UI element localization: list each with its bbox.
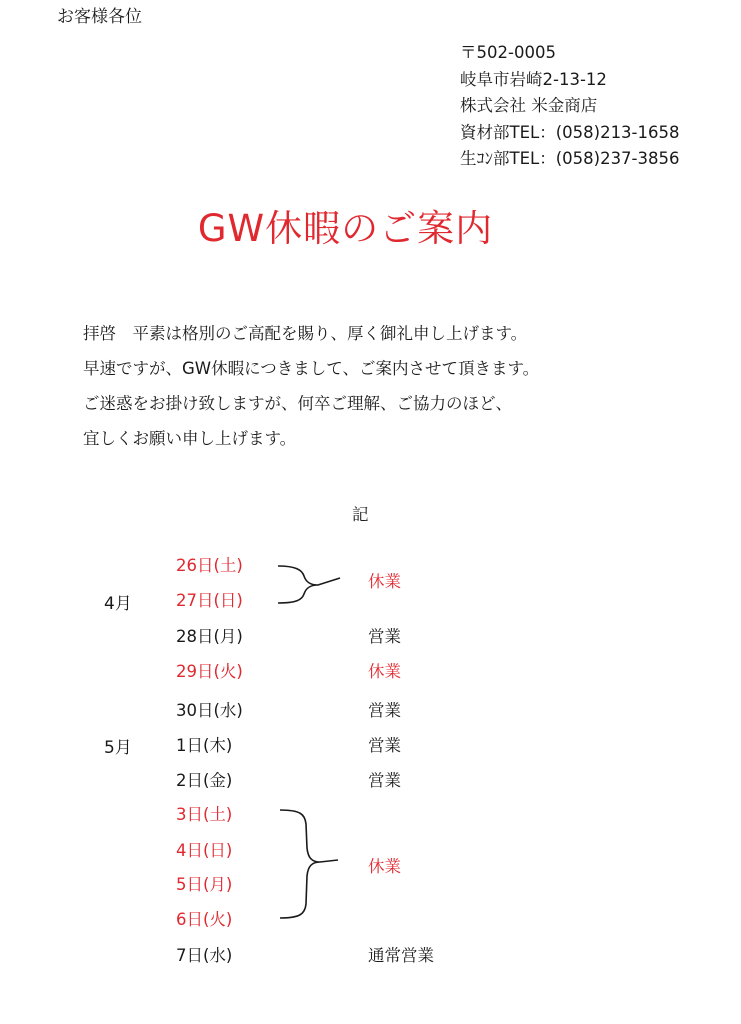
month-label-may: 5月	[104, 738, 132, 758]
sender-dept2-phone: 生ｺﾝ部TEL：(058)237-3856	[460, 149, 680, 168]
schedule-date-3: 29日(火)	[176, 662, 243, 681]
schedule-date-8: 4日(日)	[176, 841, 233, 860]
salutation: お客様各位	[57, 7, 142, 27]
schedule-status-3: 休業	[368, 662, 401, 681]
schedule-date-5: 1日(木)	[176, 736, 233, 755]
schedule-status-6: 営業	[368, 771, 401, 790]
schedule-date-9: 5日(月)	[176, 875, 233, 894]
may-brace	[280, 810, 338, 918]
schedule-date-0: 26日(土)	[176, 556, 243, 575]
page-title-text: GW休暇のご案内	[197, 207, 494, 250]
body-line-4: 宜しくお願い申し上げます。	[83, 429, 297, 448]
schedule-date-10: 6日(火)	[176, 910, 233, 929]
schedule-status-2: 営業	[368, 627, 401, 646]
schedule-date-7: 3日(土)	[176, 805, 233, 824]
sender-company: 株式会社 米金商店	[460, 96, 598, 115]
schedule-date-1: 27日(日)	[176, 591, 243, 610]
body-line-2: 早速ですが、GW休暇につきまして、ご案内させて頂きます。	[83, 359, 540, 378]
sender-dept1-phone: 資材部TEL：(058)213-1658	[460, 122, 680, 142]
body-line-1: 拝啓 平素は格別のご高配を賜り、厚く御礼申し上げます。	[83, 324, 528, 343]
ki-heading: 記	[352, 505, 369, 524]
may-holiday-label: 休業	[368, 857, 401, 876]
april-holiday-label: 休業	[368, 572, 401, 591]
april-brace	[278, 566, 340, 603]
body-line-3: ご迷惑をお掛け致しますが、何卒ご理解、ご協力のほど、	[83, 394, 512, 413]
sender-address: 岐阜市岩崎2-13-12	[460, 69, 607, 89]
schedule-date-4: 30日(水)	[176, 701, 243, 720]
schedule-status-5: 営業	[368, 736, 401, 755]
schedule-date-11: 7日(水)	[176, 946, 233, 965]
schedule-date-2: 28日(月)	[176, 627, 243, 646]
schedule-status-4: 営業	[368, 701, 401, 720]
sender-postal: 〒502-0005	[460, 43, 556, 62]
schedule-date-6: 2日(金)	[176, 771, 233, 790]
month-label-april: 4月	[104, 594, 132, 614]
schedule-status-11: 通常営業	[368, 946, 434, 965]
